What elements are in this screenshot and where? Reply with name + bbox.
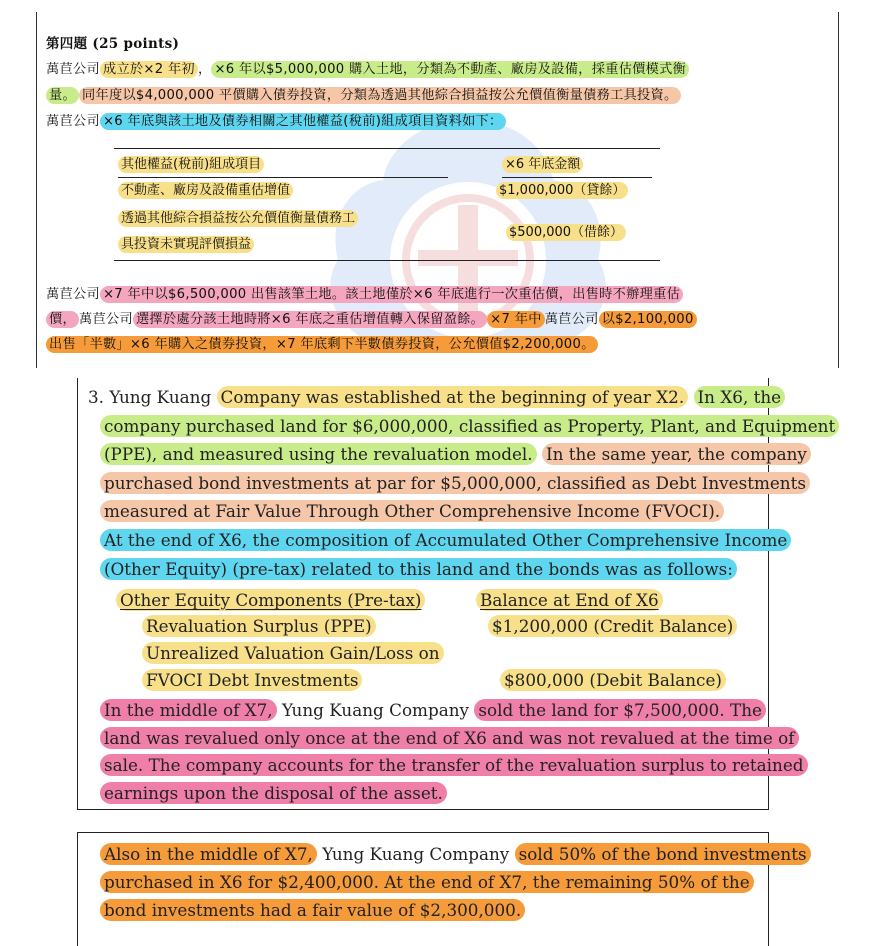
english-question-box — [77, 378, 836, 810]
text-segment: 萬苣公司 — [46, 287, 100, 302]
text-segment: ×6 年底與該土地及債券相關之其他權益(稅前)組成項目資料如下： — [100, 113, 506, 130]
english-line — [100, 698, 766, 722]
en-table-row1-balance: $1,200,000 (Credit Balance) — [488, 615, 737, 637]
zh-table-row2-component-line1: 透過其他綜合損益按公允價值衡量債務工 — [118, 210, 358, 227]
text-segment: 萬苣公司 — [46, 62, 100, 77]
english-line — [88, 385, 785, 409]
table-top-rule — [114, 148, 660, 149]
text-segment: 以$2,100,000 — [599, 311, 697, 328]
text-segment: (Other Equity) (pre-tax) related to this land and the bonds was as follows: — [100, 558, 737, 580]
text-segment: 3. Yung Kuang — [88, 387, 212, 407]
en-table-row2-component-line1: Unrealized Valuation Gain/Loss on — [142, 642, 444, 664]
text-segment: In the same year, the company — [542, 443, 811, 465]
text-segment: 出售「半數」×6 年購入之債券投資，×7 年底剩下半數債券投資，公允價值$2,200,000。 — [46, 336, 598, 353]
text-segment: company purchased land for $6,000,000, classified as Property, Plant, and Equipment — [100, 415, 839, 437]
text-segment: earnings upon the disposal of the asset. — [100, 782, 447, 804]
english-line — [100, 898, 525, 922]
english-line — [100, 414, 839, 438]
zh-table-header-component: 其他權益(稅前)組成項目 — [118, 156, 264, 173]
zh-table-row1-amount: $1,000,000（貸餘） — [496, 182, 628, 199]
zh-table-row2-component-line2: 具投資未實現評價損益 — [118, 236, 254, 253]
table-header-rule-right — [502, 177, 652, 178]
english-line — [100, 726, 799, 750]
text-segment: Also in the middle of X7, — [100, 843, 317, 865]
text-segment: sale. The company accounts for the transfer of the revaluation surplus to retained — [100, 754, 808, 776]
text-segment: ×7 年中以$6,500,000 出售該筆土地。該土地僅於×6 年底進行一次重估價，出售時不辦理重估 — [100, 286, 683, 303]
text-segment: 萬苣公司 — [544, 312, 599, 327]
english-line — [100, 528, 791, 552]
text-segment: sold the land for $7,500,000. The — [474, 699, 766, 721]
text-segment: In X6, the — [694, 386, 786, 408]
right-border-line — [838, 12, 839, 368]
english-line — [100, 842, 811, 866]
english-line — [100, 442, 811, 466]
text-segment: 萬苣公司 — [46, 114, 100, 129]
en-table-header-balance: Balance at End of X6 — [476, 589, 663, 611]
zh-table-row1-component: 不動產、廠房及設備重估增值 — [118, 182, 293, 199]
left-border-line — [36, 12, 37, 368]
chinese-question-section — [0, 0, 870, 368]
question-number: 第四題 — [46, 36, 88, 52]
english-line — [100, 499, 724, 523]
zh-paragraph-line-1 — [46, 60, 689, 80]
en-table-row2-component-line2: FVOCI Debt Investments — [142, 669, 362, 691]
text-segment: measured at Fair Value Through Other Comprehensive Income (FVOCI). — [100, 500, 724, 522]
text-segment: ， — [197, 62, 212, 77]
en-table-row1-component: Revaluation Surplus (PPE) — [142, 615, 376, 637]
english-line — [100, 471, 810, 495]
text-segment: purchased in X6 for $2,400,000. At the end of X7, the remaining 50% of the — [100, 871, 754, 893]
zh-paragraph-line-4 — [46, 285, 683, 305]
table-bottom-rule — [114, 260, 660, 261]
english-line — [100, 781, 447, 805]
text-segment: (PPE), and measured using the revaluation model. — [100, 443, 537, 465]
text-segment: ×6 年以$5,000,000 購入土地，分類為不動產、廠房及設備，採重估價模式衡 — [211, 61, 689, 78]
en-table-header-component: Other Equity Components (Pre-tax) — [116, 589, 425, 611]
text-segment: purchased bond investments at par for $5,000,000, classified as Debt Investments — [100, 472, 810, 494]
table-header-rule-left — [118, 177, 448, 178]
text-segment: Yung Kuang Company — [281, 700, 470, 720]
text-segment: Yung Kuang Company — [322, 844, 510, 864]
english-line — [100, 870, 754, 894]
text-segment: Company was established at the beginning of year X2. — [217, 386, 689, 408]
text-segment: land was revalued only once at the end of X6 and was not revalued at the time of — [100, 727, 799, 749]
zh-table-row2-amount: $500,000（借餘） — [506, 224, 626, 241]
english-line — [100, 557, 737, 581]
english-line — [100, 753, 808, 777]
text-segment: 成立於×2 年初 — [100, 61, 198, 78]
text-segment: At the end of X6, the composition of Accumulated Other Comprehensive Income — [100, 529, 791, 551]
text-segment: 同年度以$4,000,000 平價購入債券投資，分類為透過其他綜合損益按公允價值衡量債務工具投資。 — [79, 87, 681, 104]
text-segment: ×7 年中 — [487, 311, 545, 328]
zh-table-header-amount: ×6 年底金額 — [502, 156, 583, 173]
text-segment: 選擇於處分該土地時將×6 年底之重估增值轉入保留盈餘。 — [133, 311, 487, 328]
text-segment: 量。 — [46, 87, 79, 104]
english-question-box-continued — [77, 832, 807, 946]
zh-paragraph-line-3 — [46, 112, 506, 132]
zh-paragraph-line-6 — [46, 335, 598, 355]
text-segment: In the middle of X7, — [100, 699, 277, 721]
zh-paragraph-line-2 — [46, 86, 681, 106]
question-heading — [46, 34, 179, 54]
text-segment: 價， — [46, 311, 79, 328]
zh-paragraph-line-5 — [46, 310, 697, 330]
text-segment: bond investments had a fair value of $2,300,000. — [100, 899, 525, 921]
question-points: (25 points) — [92, 36, 180, 52]
text-segment: 萬苣公司 — [78, 312, 133, 327]
text-segment: sold 50% of the bond investments — [515, 843, 811, 865]
en-table-row2-balance: $800,000 (Debit Balance) — [500, 669, 726, 691]
